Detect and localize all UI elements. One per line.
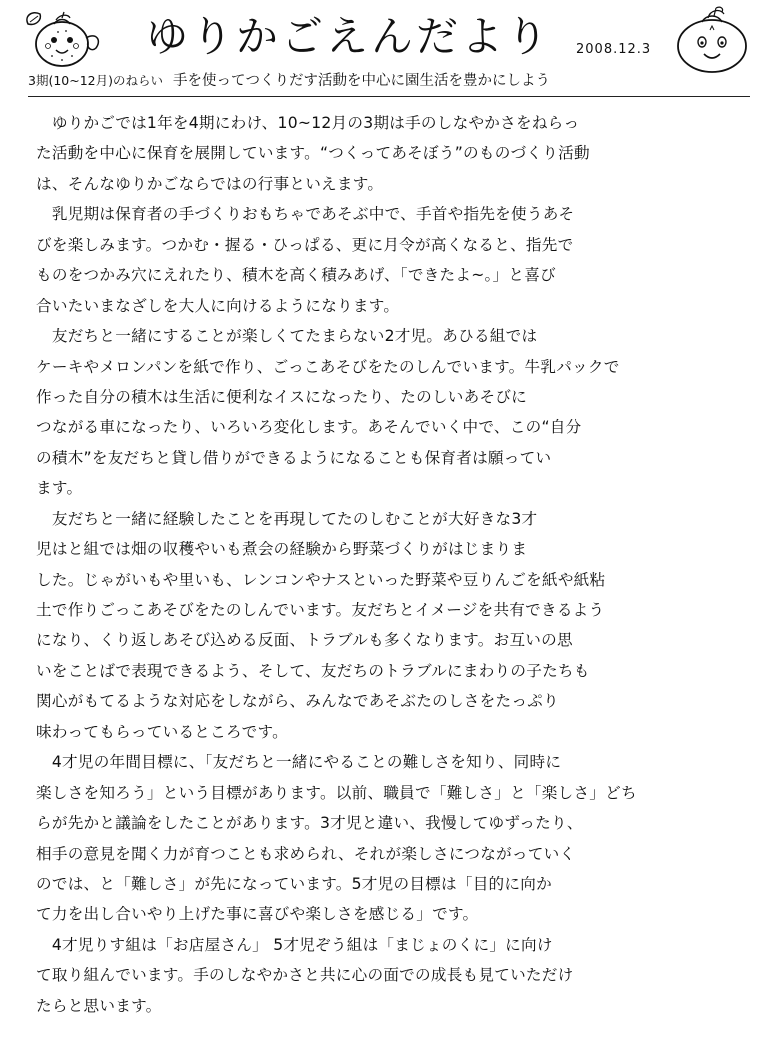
period-theme [28,70,750,97]
body-line: 乳児期は保育者の手づくりおもちゃであそぶ中で、手首や指先を使うあそ [36,205,575,224]
body-line: て取り組んでいます。手のしなやかさと共に心の面での成長も見ていただけ [36,966,574,985]
body-line: 4才児の年間目標に、「友だちと一緒にやることの難しさを知り、同時に [36,753,562,772]
newsletter-title: ゆりかごえんだより [146,12,552,61]
body-line: びを楽しみます。つかむ・握る・ひっぱる、更に月令が高くなると、指先で [36,235,574,254]
body-line: のでは、と「難しさ」が先になっています。5才児の目標は「目的に向か [36,874,552,893]
theme-text: 手を使ってつくりだす活動を中心に園生活を豊かにしよう [173,73,550,89]
body-line: の積木”を友だちと貸し借りができるようになることも保育者は願ってい [36,448,552,467]
body-line: 楽しさを知ろう」という目標があります。以前、職員で「難しさ」と「楽しさ」どち [36,783,637,802]
body-line: たらと思います。 [36,996,162,1015]
newsletter-body [36,108,754,1021]
body-line: 土で作りごっこあそびをたのしんでいます。友だちとイメージを共有できるよう [36,601,605,619]
body-line: 味わってもらっているところです。 [36,722,288,741]
issue-date: 2008.12.3 [576,42,652,57]
body-line: た活動を中心に保育を展開しています。“つくってあそぼう”のものづくり活動 [36,144,590,163]
body-line: した。じゃがいもや里いも、レンコンやナスといった野菜や豆りんごを紙や紙粘 [36,570,606,589]
body-line: らが先かと議論をしたことがあります。3才児と違い、我慢してゆずったり、 [36,814,583,833]
body-line: 相手の意見を聞く力が育つことも求められ、それが楽しさにつながっていく [36,844,576,863]
body-line: 4才児りす組は「お店屋さん」 5才児ぞう組は「まじょのくに」に向け [36,935,553,954]
body-line: 児はと組では畑の収穫やいも煮会の経験から野菜づくりがはじまりま [36,540,528,559]
body-line: 合いたいまなざしを大人に向けるようになります。 [36,296,400,315]
fruit-character-icon [664,4,758,76]
body-line: 関心がもてるような対応をしながら、みんなであそぶたのしさをたっぷり [36,692,559,711]
body-line: になり、くり返しあそび込める反面、トラブルも多くなります。お互いの思 [36,631,573,650]
fruit-character-icon [18,6,104,70]
body-line: いをことばで表現できるよう、そして、友だちのトラブルにまわりの子たちも [36,661,590,680]
body-line: ゆりかごでは1年を4期にわけ、10~12月の3期は手のしなやかさをねらっ [36,114,580,132]
body-line: つながる車になったり、いろいろ変化します。あそんでいく中で、この“自分 [36,418,582,437]
body-line: 友だちと一緒に経験したことを再現してたのしむことが大好きな3才 [36,509,538,528]
body-line: 作った自分の積木は生活に便利なイスになったり、たのしいあそびに [36,387,528,406]
body-line: て力を出し合いやり上げた事に喜びや楽しさを感じる」です。 [36,905,479,924]
body-line: ケーキやメロンパンを紙で作り、ごっこあそびをたのしんでいます。牛乳パックで [36,357,620,376]
body-line: ます。 [36,479,83,498]
body-line: ものをつかみ穴にえれたり、積木を高く積みあげ、「できたよ~。」と喜び [36,266,556,285]
theme-label: 3期(10~12月)のねらい [28,73,163,88]
body-line: は、そんなゆりかごならではの行事といえます。 [36,174,384,193]
body-line: 友だちと一緒にすることが楽しくてたまらない2才児。あひる組では [36,327,538,346]
